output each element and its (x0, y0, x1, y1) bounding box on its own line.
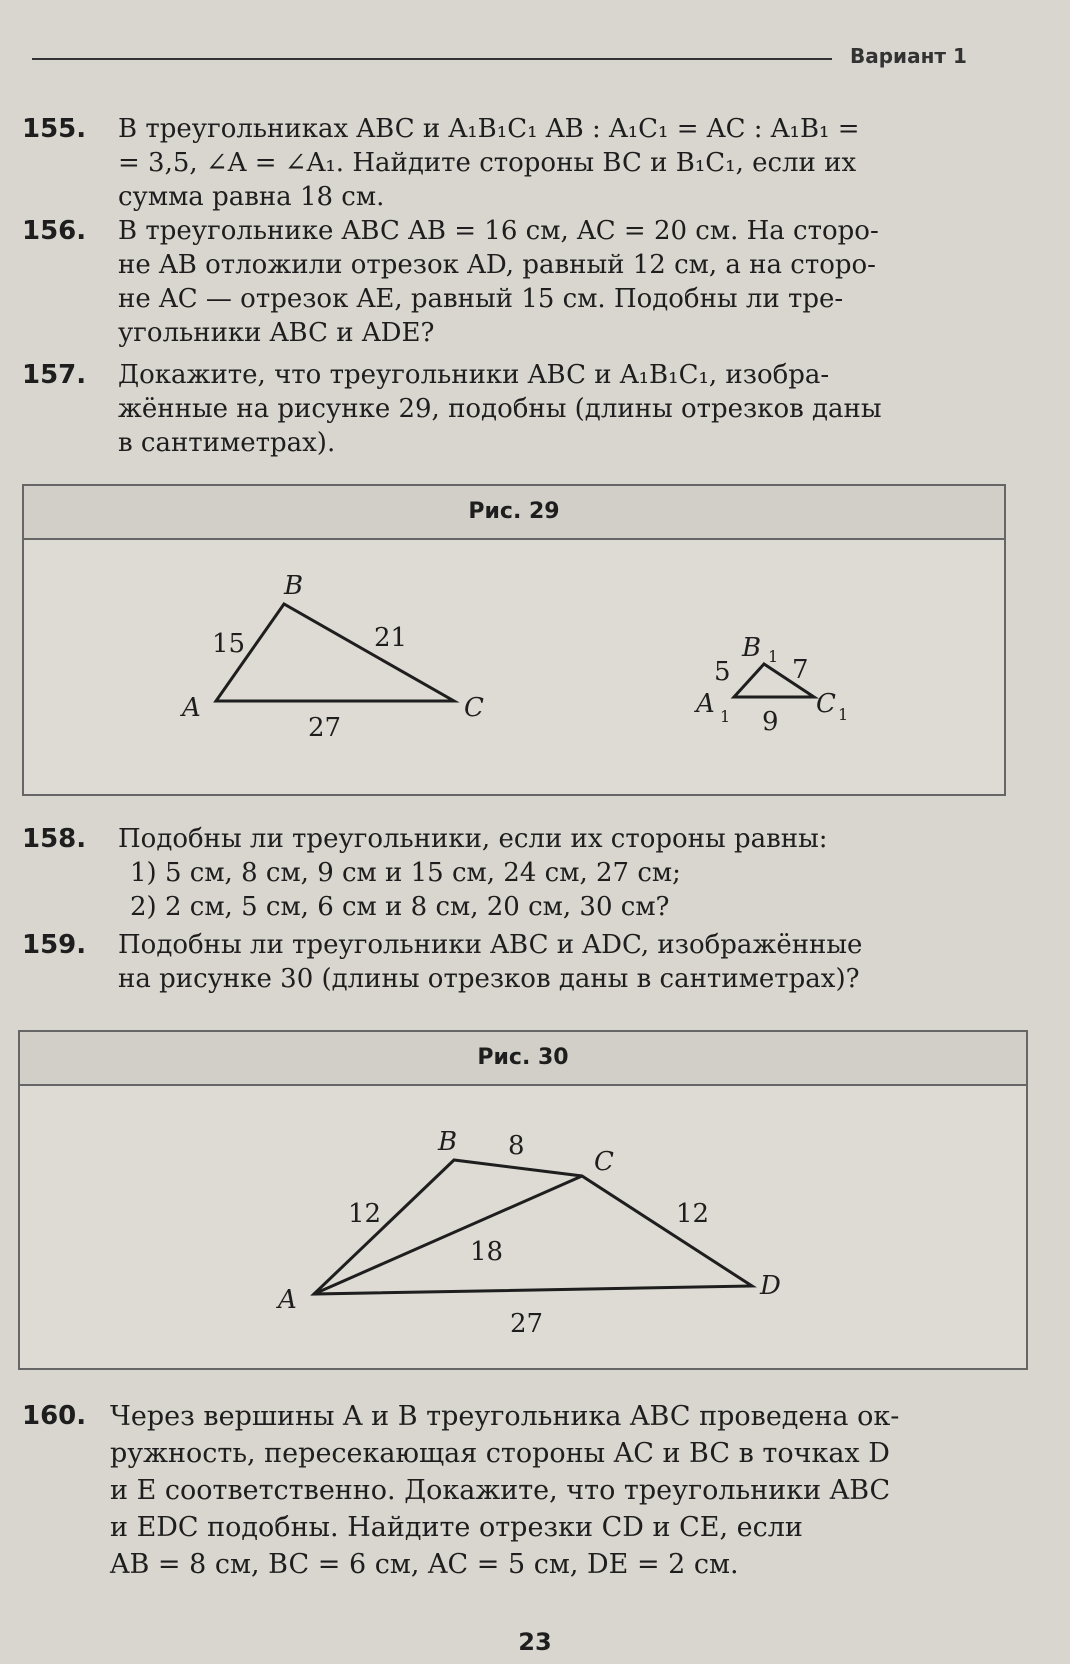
side-label-bc: 21 (374, 623, 408, 653)
problem-line: на рисунке 30 (длины отрезков даны в сантиметрах)? (118, 964, 860, 994)
problem-line: AB = 8 см, BC = 6 см, AC = 5 см, DE = 2 см. (110, 1549, 739, 1580)
figure-29-drawing (24, 540, 1000, 790)
figure-30-drawing (20, 1086, 1022, 1364)
vertex-label-c1: C (816, 689, 836, 719)
problem-text (118, 822, 828, 924)
vertex-label-c: C (464, 693, 484, 723)
variant-label: Вариант 1 (850, 44, 967, 68)
problem-line: и EDC подобны. Найдите отрезки CD и CE, если (110, 1512, 803, 1543)
problem-line: В треугольниках ABC и A₁B₁C₁ AB : A₁C₁ = AC : A₁B₁ = (118, 114, 860, 144)
vertex-label-b: B (438, 1127, 458, 1157)
side-label-ab: 15 (212, 629, 246, 659)
problem-line: не AB отложили отрезок AD, равный 12 см, а на сторо- (118, 250, 876, 280)
figure-caption-bar (24, 486, 1004, 540)
problem-number: 157. (22, 360, 87, 390)
vertex-subscript-c1: 1 (838, 705, 849, 724)
problem-number: 159. (22, 930, 87, 960)
side-label-ac: 27 (308, 713, 342, 743)
diagonal-label-ac: 18 (470, 1237, 504, 1267)
problem-line: не AC — отрезок AE, равный 15 см. Подобны ли тре- (118, 284, 844, 314)
problem-number: 155. (22, 114, 87, 144)
problem-line: 1) 5 см, 8 см, 9 см и 15 см, 24 см, 27 см; (130, 858, 681, 888)
problem-line: ружность, пересекающая стороны AC и BC в точках D (110, 1438, 890, 1469)
problem-text (118, 358, 882, 460)
vertex-subscript-a1: 1 (720, 707, 731, 726)
problem-number: 160. (22, 1401, 87, 1431)
problem-line: 2) 2 см, 5 см, 6 см и 8 см, 20 см, 30 см? (130, 892, 670, 922)
vertex-label-d: D (760, 1271, 781, 1301)
diagonal-ac (314, 1176, 582, 1294)
side-label-ad: 27 (510, 1309, 544, 1339)
problem-line: = 3,5, ∠A = ∠A₁. Найдите стороны BC и B₁C₁, если их (118, 148, 857, 178)
problem-text (118, 112, 860, 214)
side-label-b1c1: 7 (792, 655, 809, 685)
figure-caption: Рис. 30 (477, 1045, 569, 1070)
problem-number: 156. (22, 216, 87, 246)
side-label-bc: 8 (508, 1131, 525, 1161)
problem-line: Через вершины A и B треугольника ABC проведена ок- (110, 1401, 900, 1432)
side-label-a1c1: 9 (762, 707, 779, 737)
figure-body (20, 1086, 1026, 1368)
vertex-label-c: C (594, 1147, 614, 1177)
figure-29 (22, 484, 1006, 796)
problem-line: Докажите, что треугольники ABC и A₁B₁C₁, изобра- (118, 360, 830, 390)
side-label-a1b1: 5 (714, 657, 731, 687)
triangle-abc (216, 604, 454, 701)
figure-body (24, 540, 1004, 794)
vertex-label-b: B (284, 571, 304, 601)
header-rule (32, 58, 832, 60)
figure-30 (18, 1030, 1028, 1370)
page-number: 23 (518, 1628, 552, 1656)
problem-line: и E соответственно. Докажите, что треугольники ABC (110, 1475, 891, 1506)
problem-number: 158. (22, 824, 87, 854)
vertex-label-a: A (182, 693, 201, 723)
vertex-label-a1: A (696, 689, 715, 719)
problem-line: в сантиметрах). (118, 428, 336, 458)
side-label-cd: 12 (676, 1199, 710, 1229)
problem-line: В треугольнике ABC AB = 16 см, AC = 20 см. На сторо- (118, 216, 879, 246)
vertex-label-a: A (278, 1285, 297, 1315)
figure-caption: Рис. 29 (468, 499, 560, 524)
problem-line: Подобны ли треугольники, если их стороны равны: (118, 824, 828, 854)
problem-line: Подобны ли треугольники ABC и ADC, изображённые (118, 930, 863, 960)
figure-caption-bar (20, 1032, 1026, 1086)
vertex-label-b1: B (742, 633, 762, 663)
problem-text (118, 214, 879, 350)
problem-text (118, 928, 862, 996)
problem-line: жённые на рисунке 29, подобны (длины отрезков даны (118, 394, 882, 424)
vertex-subscript-b1: 1 (768, 647, 779, 666)
problem-line: угольники ABC и ADE? (118, 318, 435, 348)
problem-text (110, 1398, 899, 1583)
side-label-ab: 12 (348, 1199, 382, 1229)
problem-line: сумма равна 18 см. (118, 182, 385, 212)
